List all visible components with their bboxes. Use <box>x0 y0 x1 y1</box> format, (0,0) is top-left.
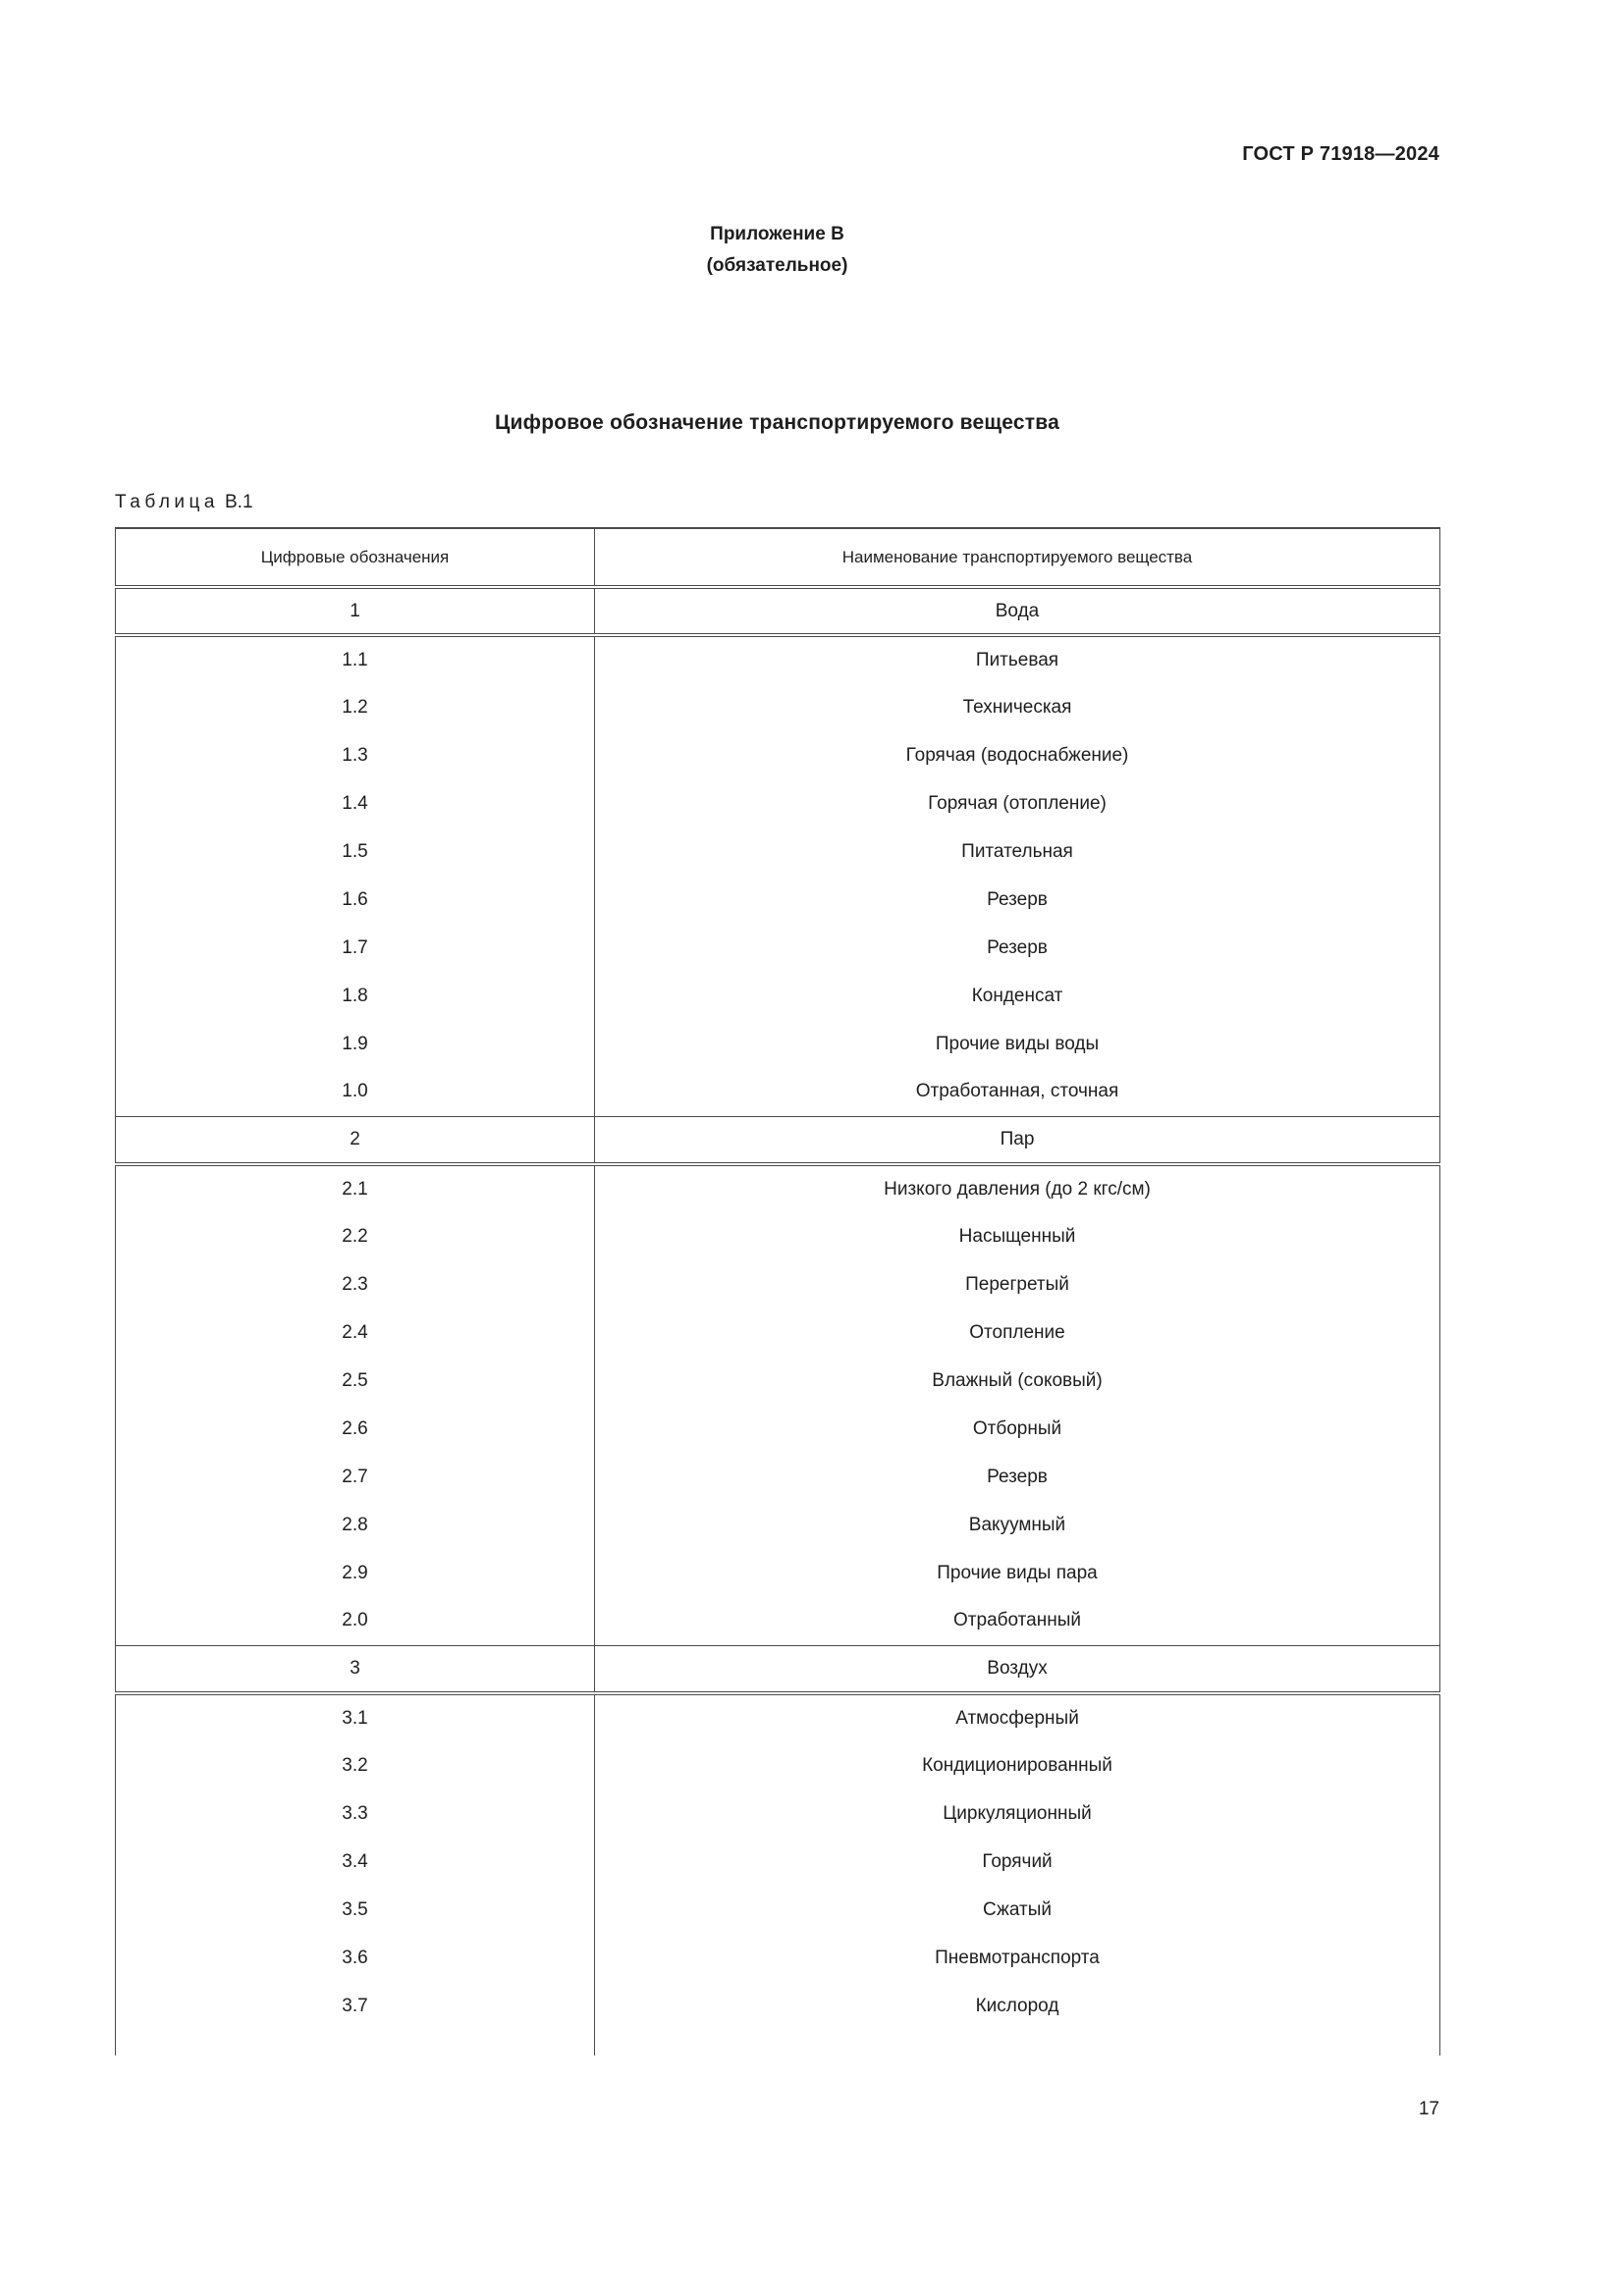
name-cell: Влажный (соковый) <box>595 1357 1440 1405</box>
code-cell: 1.9 <box>116 1020 595 1068</box>
code-cell: 1.4 <box>116 779 595 828</box>
section-code-cell: 3 <box>116 1645 595 1693</box>
table-row <box>116 1838 1440 1886</box>
name-cell: Низкого давления (до 2 кгс/см) <box>595 1164 1440 1212</box>
name-cell: Кондиционированный <box>595 1741 1440 1789</box>
section-row <box>116 587 1440 635</box>
appendix-title: Приложение В <box>710 224 844 244</box>
name-cell: Прочие виды воды <box>595 1020 1440 1068</box>
name-cell: Вакуумный <box>595 1501 1440 1549</box>
name-cell: Резерв <box>595 876 1440 924</box>
code-cell: 2.7 <box>116 1453 595 1501</box>
table-label <box>115 492 1624 513</box>
table-continuation-cell <box>116 2030 595 2056</box>
table-row <box>116 1501 1440 1549</box>
code-cell: 3.7 <box>116 1982 595 2030</box>
code-cell: 2.3 <box>116 1260 595 1308</box>
table-row <box>116 1357 1440 1405</box>
code-cell: 1.7 <box>116 924 595 972</box>
name-cell: Пневмотранспорта <box>595 1934 1440 1982</box>
name-cell: Циркуляционный <box>595 1789 1440 1838</box>
table-row <box>116 731 1440 779</box>
code-cell: 2.8 <box>116 1501 595 1549</box>
table-label-number: В.1 <box>225 492 253 512</box>
appendix-subtitle: (обязательное) <box>706 255 848 276</box>
table-row <box>116 635 1440 683</box>
name-cell: Питательная <box>595 828 1440 876</box>
name-cell: Отборный <box>595 1405 1440 1453</box>
code-cell: 2.9 <box>116 1549 595 1597</box>
code-cell: 3.2 <box>116 1741 595 1789</box>
col-header-codes: Цифровые обозначения <box>116 528 595 587</box>
name-cell: Техническая <box>595 683 1440 731</box>
table-row <box>116 1597 1440 1645</box>
code-cell: 1.3 <box>116 731 595 779</box>
gost-number: ГОСТ Р 71918—2024 <box>1242 143 1439 165</box>
page-number: 17 <box>1418 2099 1439 2119</box>
table-row <box>116 1741 1440 1789</box>
table-row <box>116 1020 1440 1068</box>
name-cell: Насыщенный <box>595 1212 1440 1260</box>
substance-table <box>115 527 1440 2056</box>
table-row <box>116 683 1440 731</box>
code-cell: 1.8 <box>116 972 595 1020</box>
name-cell: Отработанный <box>595 1597 1440 1645</box>
table-row <box>116 1693 1440 1741</box>
code-cell: 2.1 <box>116 1164 595 1212</box>
name-cell: Отопление <box>595 1308 1440 1357</box>
table-row <box>116 1549 1440 1597</box>
table-row <box>116 1068 1440 1116</box>
section-code-cell: 1 <box>116 587 595 635</box>
name-cell: Горячая (отопление) <box>595 779 1440 828</box>
table-row <box>116 1308 1440 1357</box>
table-row <box>116 1405 1440 1453</box>
table-row <box>116 1260 1440 1308</box>
section-row <box>116 1645 1440 1693</box>
table-continuation-row <box>116 2030 1440 2056</box>
table-body <box>116 587 1440 2030</box>
code-cell: 2.0 <box>116 1597 595 1645</box>
code-cell: 3.1 <box>116 1693 595 1741</box>
table-label-word: Таблица <box>115 492 219 512</box>
section-name-cell: Пар <box>595 1116 1440 1164</box>
name-cell: Конденсат <box>595 972 1440 1020</box>
code-cell: 1.6 <box>116 876 595 924</box>
table-row <box>116 1789 1440 1838</box>
code-cell: 3.6 <box>116 1934 595 1982</box>
name-cell: Перегретый <box>595 1260 1440 1308</box>
name-cell: Атмосферный <box>595 1693 1440 1741</box>
col-header-names: Наименование транспортируемого вещества <box>595 528 1440 587</box>
name-cell: Резерв <box>595 1453 1440 1501</box>
table-continuation-cell <box>595 2030 1440 2056</box>
code-cell: 2.6 <box>116 1405 595 1453</box>
table-row <box>116 972 1440 1020</box>
code-cell: 1.2 <box>116 683 595 731</box>
table-row <box>116 1164 1440 1212</box>
table-row <box>116 1212 1440 1260</box>
name-cell: Горячая (водоснабжение) <box>595 731 1440 779</box>
code-cell: 1.5 <box>116 828 595 876</box>
table-continuation <box>116 2030 1440 2056</box>
table-row <box>116 828 1440 876</box>
code-cell: 3.4 <box>116 1838 595 1886</box>
name-cell: Резерв <box>595 924 1440 972</box>
name-cell: Кислород <box>595 1982 1440 2030</box>
code-cell: 2.4 <box>116 1308 595 1357</box>
appendix-heading <box>115 219 1439 282</box>
section-name-cell: Воздух <box>595 1645 1440 1693</box>
code-cell: 3.3 <box>116 1789 595 1838</box>
table-row <box>116 1886 1440 1934</box>
code-cell: 1.0 <box>116 1068 595 1116</box>
code-cell: 1.1 <box>116 635 595 683</box>
table-header <box>116 528 1440 587</box>
name-cell: Прочие виды пара <box>595 1549 1440 1597</box>
doc-header <box>0 0 1439 166</box>
name-cell: Питьевая <box>595 635 1440 683</box>
name-cell: Горячий <box>595 1838 1440 1886</box>
code-cell: 2.2 <box>116 1212 595 1260</box>
table-header-row <box>116 528 1440 587</box>
section-name-cell: Вода <box>595 587 1440 635</box>
name-cell: Сжатый <box>595 1886 1440 1934</box>
table-row <box>116 1982 1440 2030</box>
code-cell: 2.5 <box>116 1357 595 1405</box>
name-cell: Отработанная, сточная <box>595 1068 1440 1116</box>
table-row <box>116 1453 1440 1501</box>
page-title: Цифровое обозначение транспортируемого вещества <box>495 411 1059 434</box>
table-row <box>116 924 1440 972</box>
code-cell: 3.5 <box>116 1886 595 1934</box>
section-code-cell: 2 <box>116 1116 595 1164</box>
table-row <box>116 876 1440 924</box>
table-row <box>116 779 1440 828</box>
table-row <box>116 1934 1440 1982</box>
section-row <box>116 1116 1440 1164</box>
